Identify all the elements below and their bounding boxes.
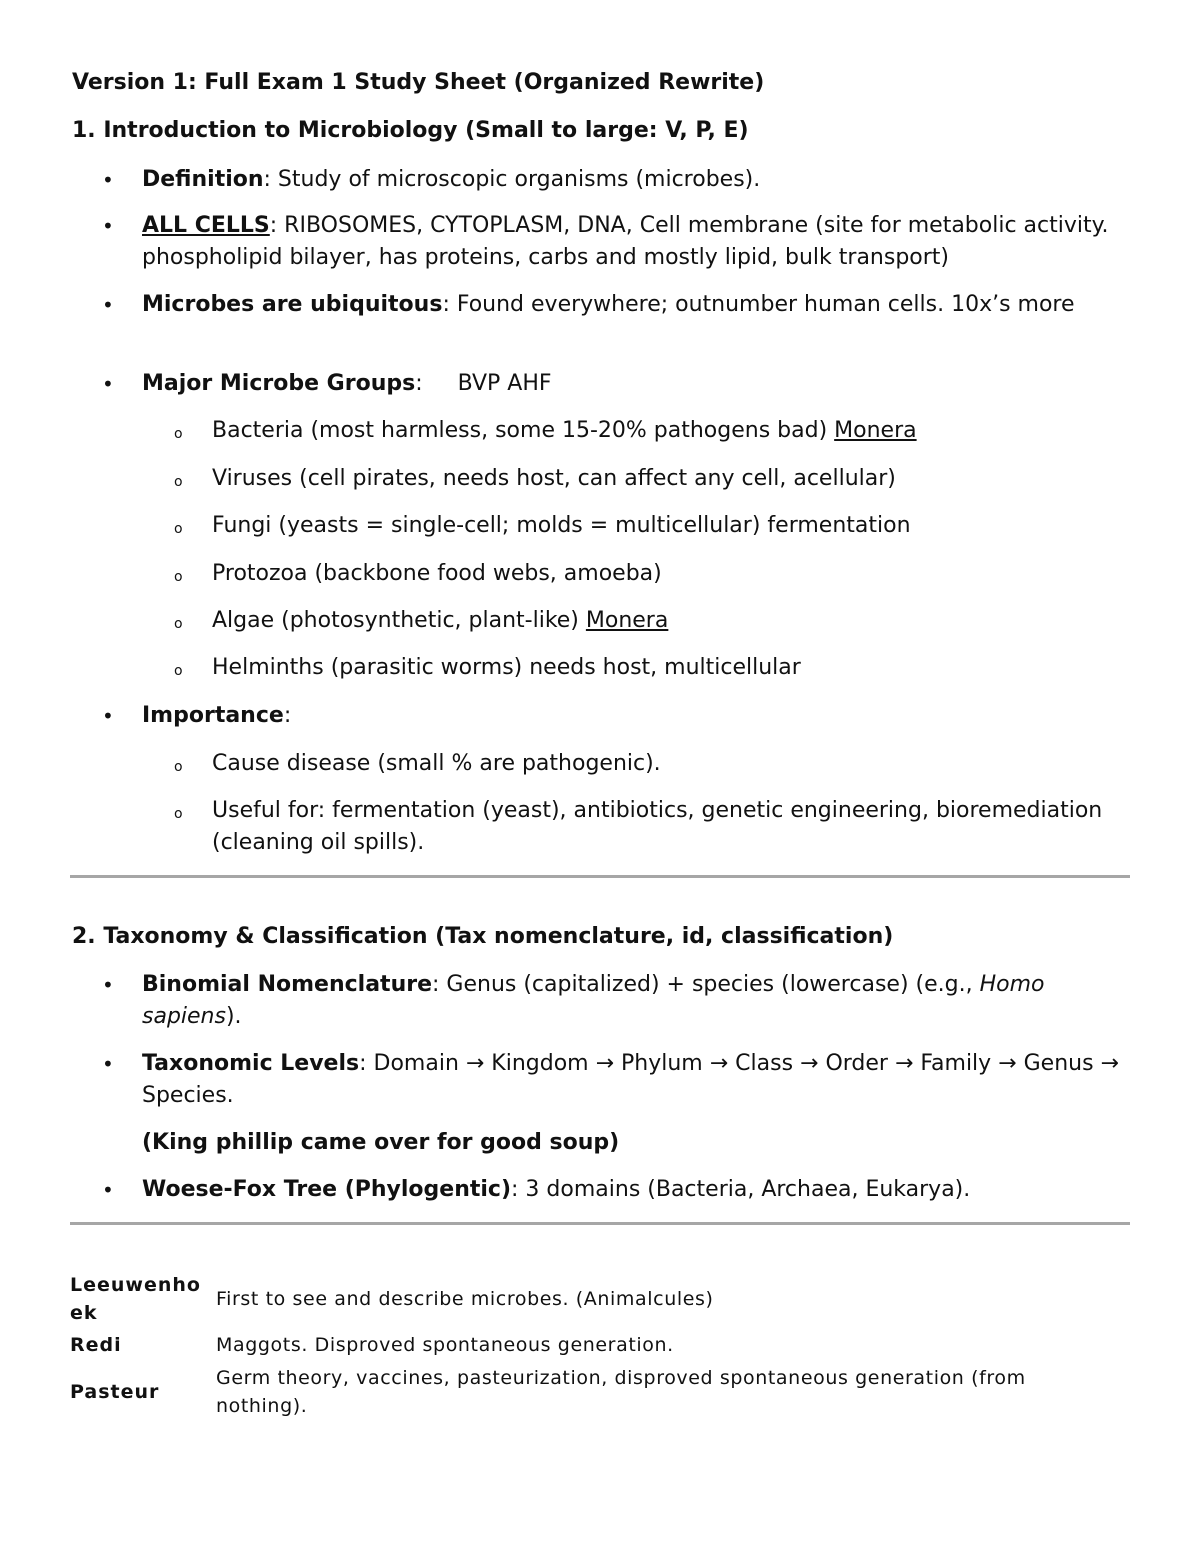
scientists-table <box>70 1270 1036 1422</box>
group-text: Fungi (yeasts = single-cell; molds = multicellular) fermentation <box>212 513 911 538</box>
circle-bullet-icon: o <box>174 474 183 490</box>
group-text: Algae (photosynthetic, plant-like) <box>212 608 586 633</box>
mnemonic: (King phillip came over for good soup) <box>142 1130 620 1155</box>
scientist-desc: First to see and describe microbes. (Animalcules) <box>216 1288 714 1310</box>
circle-bullet-icon: o <box>174 806 183 822</box>
bullet-microbe-groups <box>102 368 1132 400</box>
group-item <box>174 463 1132 495</box>
bullet-dot-icon: • <box>102 372 114 396</box>
binomial-end: ). <box>225 1004 242 1029</box>
bullet-binomial <box>102 969 1132 1033</box>
group-text: Helminths (parasitic worms) needs host, multicellular <box>212 655 801 680</box>
bullet-dot-icon: • <box>102 704 114 728</box>
binomial-text: : Genus (capitalized) + species (lowercase) (e.g., <box>432 972 980 997</box>
ubiquitous-label: Microbes are ubiquitous <box>142 292 443 317</box>
group-item <box>174 558 1132 590</box>
group-tag: Monera <box>585 608 669 633</box>
scientist-desc: Germ theory, vaccines, pasteurization, disproved spontaneous generation (from nothing). <box>216 1367 1026 1417</box>
group-tag: Monera <box>834 418 917 443</box>
woese-label: Woese-Fox Tree (Phylogentic) <box>142 1177 512 1202</box>
bullet-dot-icon: • <box>102 293 114 317</box>
bullet-dot-icon: • <box>102 214 114 238</box>
bullet-dot-icon: • <box>102 168 114 192</box>
document-title: Version 1: Full Exam 1 Study Sheet (Organized Rewrite) <box>72 70 765 95</box>
groups-label: Major Microbe Groups <box>142 371 416 396</box>
definition-label: Definition <box>142 167 264 192</box>
circle-bullet-icon: o <box>174 663 183 679</box>
allcells-text: : RIBOSOMES, CYTOPLASM, DNA, Cell membrane (site for metabolic activity. phospholipid bilayer, has proteins, carbs and mostly lipid, bulk transport) <box>142 213 1109 270</box>
group-item <box>174 510 1132 542</box>
circle-bullet-icon: o <box>174 569 183 585</box>
bullet-ubiquitous <box>102 289 1132 321</box>
importance-label: Importance <box>142 703 284 728</box>
table-row <box>70 1328 1036 1362</box>
group-text: Viruses (cell pirates, needs host, can affect any cell, acellular) <box>212 466 896 491</box>
importance-item <box>174 748 1132 780</box>
scientist-desc: Maggots. Disproved spontaneous generation. <box>216 1334 674 1356</box>
group-item <box>174 415 1132 447</box>
section1-heading: 1. Introduction to Microbiology (Small to large: V, P, E) <box>72 118 749 143</box>
bullet-definition <box>102 164 1132 196</box>
woese-text: : 3 domains (Bacteria, Archaea, Eukarya). <box>511 1177 971 1202</box>
groups-text: : BVP AHF <box>415 371 552 396</box>
group-item <box>174 652 1132 684</box>
group-text: Protozoa (backbone food webs, amoeba) <box>212 561 662 586</box>
bullet-taxonomic-levels <box>102 1048 1132 1112</box>
section2-heading: 2. Taxonomy & Classification (Tax nomenclature, id, classification) <box>72 924 894 949</box>
section-divider <box>70 875 1130 878</box>
bullet-all-cells <box>102 210 1132 274</box>
circle-bullet-icon: o <box>174 521 183 537</box>
bullet-woese-fox <box>102 1174 1132 1206</box>
scientist-name: Redi <box>70 1334 122 1356</box>
group-item <box>174 605 1132 637</box>
levels-label: Taxonomic Levels <box>142 1051 360 1076</box>
section-divider <box>70 1222 1130 1225</box>
group-text: Bacteria (most harmless, some 15-20% pathogens bad) <box>212 418 835 443</box>
importance-text: Cause disease (small % are pathogenic). <box>212 751 661 776</box>
bullet-dot-icon: • <box>102 973 114 997</box>
bullet-importance <box>102 700 1132 732</box>
binomial-example: Homo sapiens <box>142 972 1045 1029</box>
importance-text: : <box>283 703 292 728</box>
importance-text: Useful for: fermentation (yeast), antibiotics, genetic engineering, bioremediation (cleaning oil spills). <box>212 798 1103 855</box>
bullet-dot-icon: • <box>102 1178 114 1202</box>
importance-item <box>174 795 1132 859</box>
scientist-name: Pasteur <box>70 1381 160 1403</box>
ubiquitous-text: : Found everywhere; outnumber human cells. 10x’s more <box>442 292 1075 317</box>
levels-text: : Domain → Kingdom → Phylum → Class → Order → Family → Genus → Species. <box>142 1051 1119 1108</box>
binomial-label: Binomial Nomenclature <box>142 972 433 997</box>
definition-text: : Study of microscopic organisms (microbes). <box>263 167 761 192</box>
scientist-name: Leeuwenhoek <box>70 1274 201 1324</box>
circle-bullet-icon: o <box>174 759 183 775</box>
table-row <box>70 1270 1036 1328</box>
circle-bullet-icon: o <box>174 426 183 442</box>
allcells-label: ALL CELLS <box>142 213 270 238</box>
circle-bullet-icon: o <box>174 616 183 632</box>
bullet-dot-icon: • <box>102 1052 114 1076</box>
table-row <box>70 1362 1036 1422</box>
